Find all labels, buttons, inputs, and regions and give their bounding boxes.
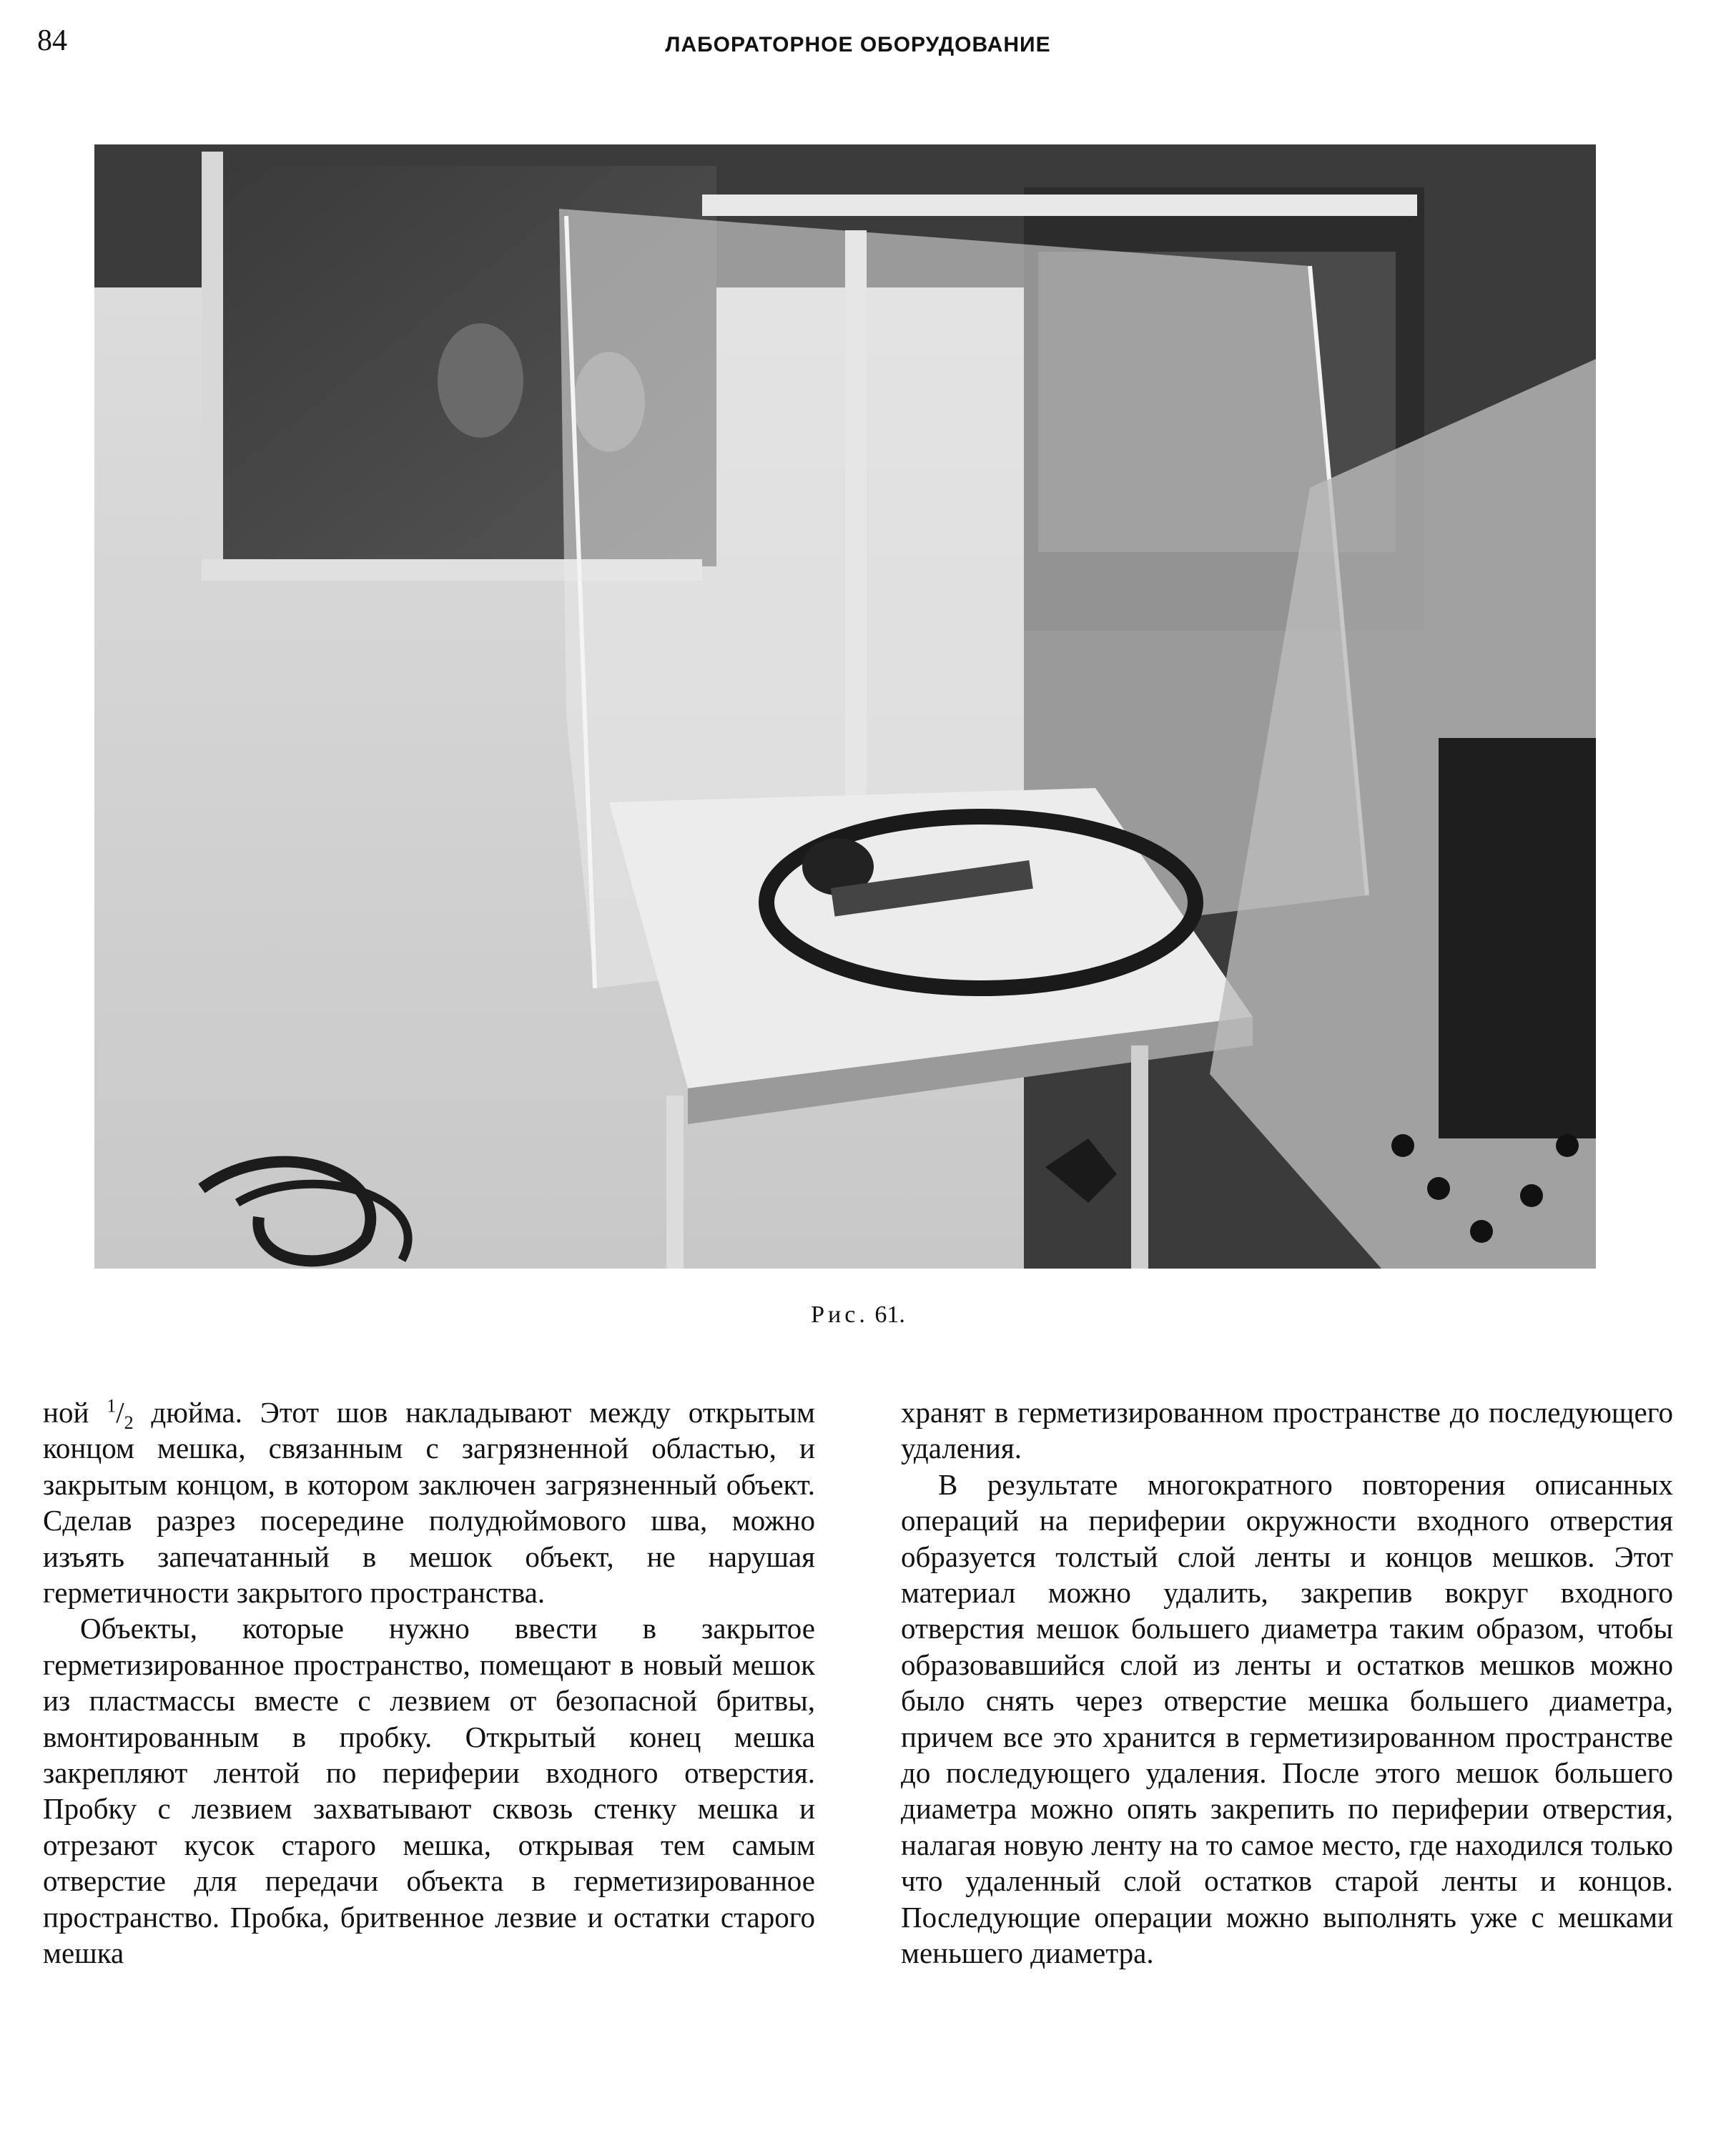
figure-photo	[94, 144, 1596, 1269]
right-text-column	[901, 1394, 1673, 1972]
right-paragraph-1: хранят в герметизированном пространстве до последующего удаления.	[901, 1396, 1673, 1465]
left-paragraph-1: ной $^1/_2$ дюйма. Этот шов накладывают между открытым концом мешка, связанным с загрязненной областью, и закрытым концом, в котором заключен загрязненный объект. Сделав разрез посередине полудюймового шва, можно изъять запечатанный в мешок объект, не нарушая герметичности закрытого пространства.	[43, 1395, 815, 1610]
left-paragraph-2: Объекты, которые нужно ввести в закрытое герметизированное пространство, помещают в новый мешок из пластмассы вместе с лезвием от безопасной бритвы, вмонтированным в пробку. Открытый конец мешка закрепляют лентой по периферии входного отверстия. Пробку с лезвием захватывают сквозь стенку мешка и отрезают кусок старого мешка, открывая тем самым отверстие для передачи объекта в герметизированное пространство. Пробка, бритвенное лезвие и остатки старого мешка	[43, 1612, 815, 1970]
photo-glovebox-illustration	[94, 144, 1596, 1269]
left-p1-start: ной	[43, 1396, 107, 1429]
fraction-denominator: 2	[124, 1412, 134, 1434]
right-paragraph-2: В результате многократного повторения описанных операций на периферии окружности входного отверстия образуется толстый слой ленты и концов мешков. Этот материал можно удалить, закрепив вокруг входного отверстия мешок большего диаметра таким образом, чтобы образовавшийся слой из ленты и остатков мешков можно было снять через отверстие мешка большего диаметра, причем все это хранится в герметизированном пространстве до последующего удаления. После этого мешок большего диаметра можно опять закрепить по периферии отверстия, налагая новую ленту на то самое место, где находился только что удаленный слой остатков старой ленты и концов. Последующие операции можно выполнять уже с мешками меньшего диаметра.	[901, 1467, 1673, 1970]
caption-number: 61.	[874, 1301, 905, 1328]
page-number: 84	[37, 24, 67, 57]
caption-prefix: Рис.	[811, 1301, 869, 1328]
figure-caption	[0, 1301, 1716, 1329]
left-text-column	[43, 1394, 815, 1972]
fraction-numerator: 1	[107, 1395, 117, 1417]
running-header: ЛАБОРАТОРНОЕ ОБОРУДОВАНИЕ	[665, 33, 1051, 56]
left-p1-rest: дюйма. Этот шов накладывают между открытым концом мешка, связанным с загрязненной областью, и закрытым концом, в котором заключен загрязненный объект. Сделав разрез посередине полудюймового шва, можно изъять запечатанный в мешок объект, не нарушая герметичности закрытого пространства.	[43, 1396, 815, 1610]
